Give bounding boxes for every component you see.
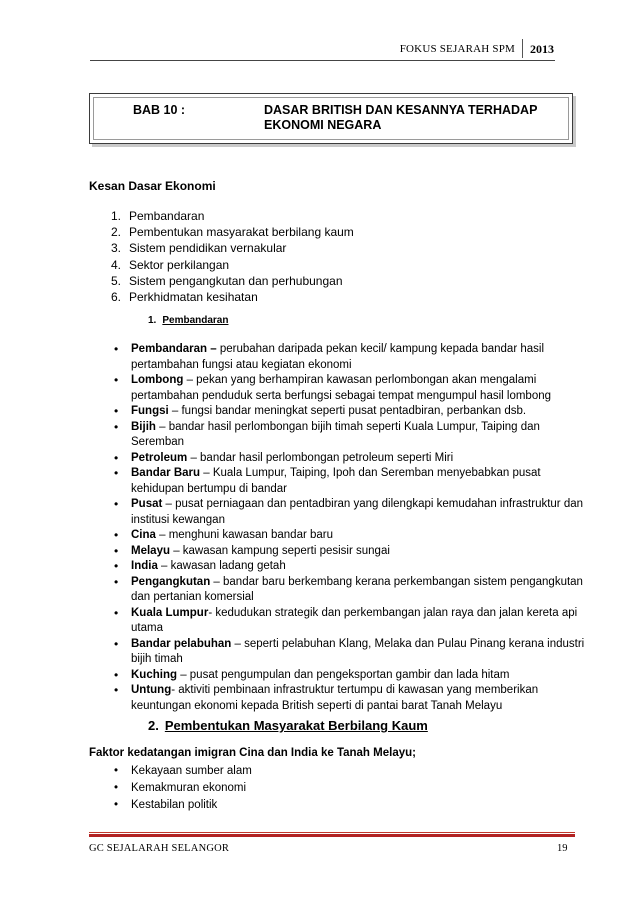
header-year: 2013 — [530, 41, 554, 56]
effect-item: 5. Sistem pengangkutan dan perhubungan — [111, 273, 343, 288]
bullet-icon: • — [114, 574, 119, 589]
list-item: • Fungsi – fungsi bandar meningkat seperti pusat pentadbiran, perbankan dsb. — [114, 404, 527, 418]
chapter-title-line-2: EKONOMI NEGARA — [264, 118, 382, 132]
list-item: • Bandar pelabuhan – seperti pelabuhan Klang, Melaka dan Pulau Pinang kerana industri bijih timah — [114, 637, 594, 668]
effects-list — [111, 208, 354, 305]
subheading-text: Pembandaran — [162, 315, 229, 326]
bullet-icon: • — [114, 605, 119, 620]
bullet-icon: • — [114, 765, 119, 777]
list-item: • Pusat – pusat perniagaan dan pentadbiran yang dilengkapi kemudahan infrastruktur dan institusi kewangan — [114, 497, 594, 528]
bullet-icon: • — [114, 419, 119, 434]
pembandaran-points — [114, 342, 594, 714]
effect-item: 3. Sistem pendidikan vernakular — [111, 241, 287, 256]
subheading-masyarakat — [148, 718, 428, 733]
list-item: • Bijih – bandar hasil perlombongan bijih timah seperti Kuala Lumpur, Taiping dan Seremban — [114, 420, 594, 451]
effect-item: 6. Perkhidmatan kesihatan — [111, 289, 258, 304]
list-item: • Bandar Baru – Kuala Lumpur, Taiping, Ipoh dan Seremban menyebabkan pusat kehidupan bertumpu di bandar — [114, 466, 594, 497]
subheading-number: 1. — [148, 315, 157, 326]
footer-rule-thin — [89, 832, 575, 833]
bullet-icon: • — [114, 636, 119, 651]
footer-rule-thick — [89, 834, 575, 837]
running-header — [400, 39, 554, 58]
list-item: • Kestabilan politik — [114, 797, 252, 814]
list-item: • Untung- aktiviti pembinaan infrastruktur tertumpu di kawasan yang memberikan keuntungan ekonomi kepada British seperti di pantai barat Tanah Melayu — [114, 683, 594, 714]
list-item: • Lombong – pekan yang berhampiran kawasan perlombongan akan mengalami pertambahan penduduk serta berfungsi sebagai tempat mengumpul hasil lombong — [114, 373, 594, 404]
list-item: • Melayu – kawasan kampung seperti pesisir sungai — [114, 543, 390, 558]
bullet-icon: • — [114, 667, 119, 682]
bullet-icon: • — [114, 342, 119, 356]
list-item: • Petroleum – bandar hasil perlombongan petroleum seperti Miri — [114, 450, 454, 465]
bullet-icon: • — [114, 559, 119, 573]
header-rule — [90, 60, 555, 61]
bullet-icon: • — [114, 497, 119, 511]
chapter-number: BAB 10 : — [133, 103, 186, 117]
effect-item: 2. Pembentukan masyarakat berbilang kaum — [111, 225, 354, 240]
bullet-icon: • — [114, 528, 119, 542]
list-item: • India – kawasan ladang getah — [114, 559, 286, 573]
bullet-icon: • — [114, 373, 119, 387]
bullet-icon: • — [114, 543, 119, 558]
list-item: • Kemakmuran ekonomi — [114, 780, 252, 797]
chapter-title-box — [89, 93, 573, 144]
subheading-text: Pembentukan Masyarakat Berbilang Kaum — [164, 718, 428, 733]
list-item: • Kuala Lumpur- kedudukan strategik dan perkembangan jalan raya dan jalan kereta api utama — [114, 606, 594, 637]
list-item: • Pengangkutan – bandar baru berkembang kerana perkembangan sistem pengangkutan dan pertanian komersial — [114, 575, 594, 606]
list-item: • Kuching – pusat pengumpulan dan pengeksportan gambir dan lada hitam — [114, 667, 510, 682]
effect-item: 1. Pembandaran — [111, 209, 205, 223]
chapter-title-line-1: DASAR BRITISH DAN KESANNYA TERHADAP — [264, 103, 538, 117]
bullet-icon: • — [114, 683, 119, 697]
effect-item: 4. Sektor perkilangan — [111, 257, 230, 272]
list-item: • Cina – menghuni kawasan bandar baru — [114, 528, 334, 542]
subheading-number: 2. — [148, 718, 159, 733]
list-item: • Pembandaran – perubahan daripada pekan kecil/ kampung kepada bandar hasil pertambahan fungsi atau kegiatan ekonomi — [114, 342, 594, 373]
chapter-title — [264, 103, 537, 133]
factors-heading: Faktor kedatangan imigran Cina dan India ke Tanah Melayu; — [89, 747, 416, 759]
bullet-icon: • — [114, 799, 119, 811]
factors-list — [114, 763, 252, 814]
bullet-icon: • — [114, 782, 119, 794]
page-number: 19 — [557, 843, 568, 854]
section-title: Kesan Dasar Ekonomi — [89, 179, 216, 193]
footer-text: GC SEJALARAH SELANGOR — [89, 843, 230, 854]
bullet-icon: • — [114, 466, 119, 480]
subheading-pembandaran — [148, 315, 228, 326]
list-item: • Kekayaan sumber alam — [114, 763, 252, 780]
bullet-icon: • — [114, 404, 119, 418]
bullet-icon: • — [114, 450, 119, 465]
header-title: FOKUS SEJARAH SPM — [399, 42, 515, 55]
